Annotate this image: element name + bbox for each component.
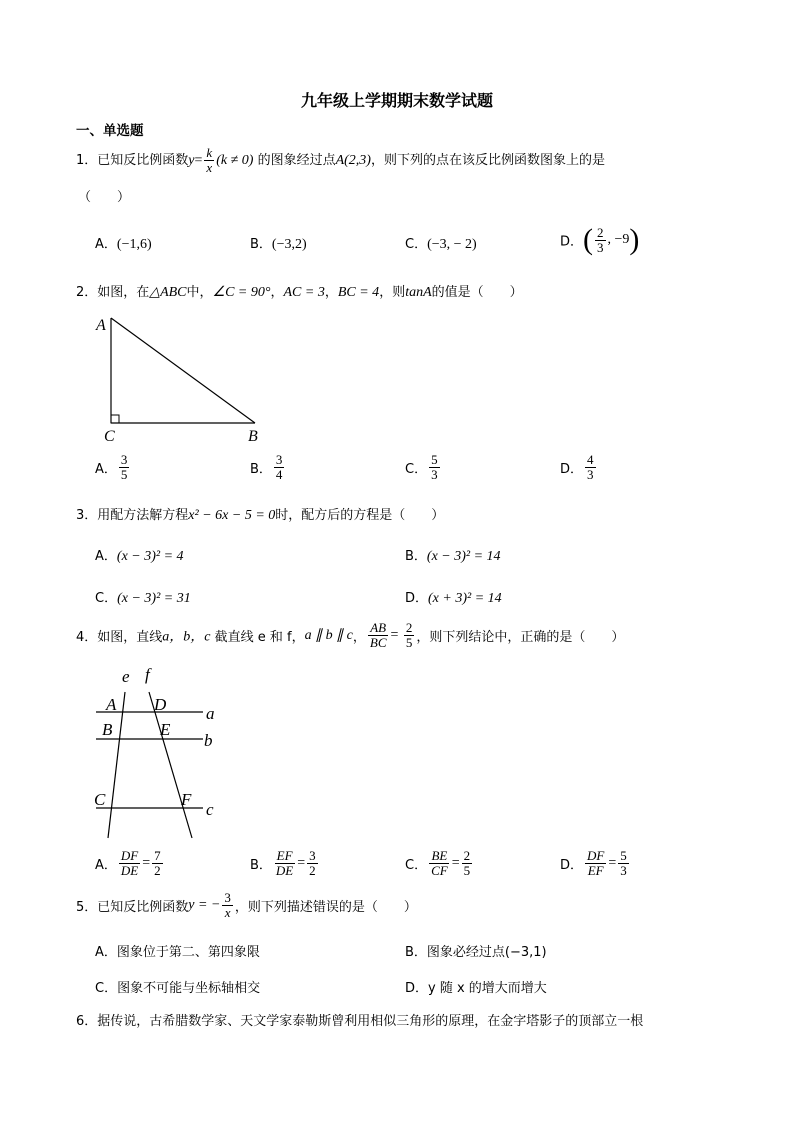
triangle-figure bbox=[90, 310, 280, 450]
option-b[interactable]: B．(x − 3)² = 14 bbox=[405, 549, 501, 564]
question-6-stem: 6．据传说，古希腊数学家、天文学家泰勒斯曾利用相似三角形的原理，在金字塔影子的顶部立一根 bbox=[76, 1014, 644, 1029]
point-label-b: B bbox=[102, 720, 113, 739]
option-a[interactable]: A．图象位于第二、第四象限 bbox=[95, 945, 260, 960]
option-c[interactable]: C．图象不可能与坐标轴相交 bbox=[95, 981, 261, 996]
fraction: $\frac{k}{x}$ bbox=[206, 145, 213, 175]
question-2-stem: 2．如图，在△ABC中，∠C = 90°，AC = 3，BC = 4，则tanA的值是（ ） bbox=[76, 285, 523, 300]
option-d[interactable]: D． $\frac{4}{3}$ bbox=[560, 452, 594, 482]
line-label-e: e bbox=[122, 667, 130, 686]
line-label-a: a bbox=[206, 704, 215, 723]
point-label-e: E bbox=[160, 720, 171, 739]
option-a[interactable]: A． $\frac{3}{5}$ bbox=[95, 452, 128, 482]
option-b[interactable]: B．图象必经过点(−3,1) bbox=[405, 945, 547, 960]
option-b[interactable]: B． $\frac{EF}{DE}$ = $\frac{3}{2}$ bbox=[250, 848, 316, 878]
option-d[interactable]: D． $\frac{DF}{EF}$ = $\frac{5}{3}$ bbox=[560, 848, 627, 878]
option-d[interactable]: D．y 随 x 的增大而增大 bbox=[405, 981, 547, 996]
answer-blank: （ ） bbox=[78, 190, 131, 205]
page-title: 九年级上学期期末数学试题 bbox=[300, 91, 493, 110]
option-a[interactable]: A．(−1,6) bbox=[95, 237, 152, 252]
option-d[interactable]: D．(x + 3)² = 14 bbox=[405, 591, 502, 606]
option-c[interactable]: C． $\frac{5}{3}$ bbox=[405, 452, 438, 482]
question-1-stem: 1．已知反比例函数y= $\frac{k}{x}$ (k ≠ 0) 的图象经过点A(2,3)，则下列的点在该反比例函数图象上的是 bbox=[76, 145, 605, 175]
point-label-c: C bbox=[94, 790, 106, 809]
line-label-f: f bbox=[145, 665, 150, 684]
option-b[interactable]: B．(−3,2) bbox=[250, 237, 307, 252]
question-5-stem: 5．已知反比例函数y = − $\frac{3}{x}$ ，则下列描述错误的是（ ） bbox=[76, 890, 417, 920]
section-heading: 一、单选题 bbox=[76, 123, 144, 139]
parallel-lines-figure bbox=[88, 660, 238, 845]
point-label-d: D bbox=[154, 695, 167, 714]
option-a[interactable]: A． $\frac{DF}{DE}$ = $\frac{7}{2}$ bbox=[95, 848, 161, 878]
question-number: 1． bbox=[76, 153, 98, 168]
option-c[interactable]: C．(x − 3)² = 31 bbox=[95, 591, 191, 606]
question-4-stem: 4．如图，直线a，b，c 截直线 e 和 f，a ∥ b ∥ c， $\frac{AB}{BC}$ = $\frac{2}{5}$ ，则下列结论中，正确的是（ ） bbox=[76, 620, 625, 650]
option-c[interactable]: C．(−3, − 2) bbox=[405, 237, 477, 252]
question-3-stem: 3．用配方法解方程x² − 6x − 5 = 0时，配方后的方程是（ ） bbox=[76, 508, 445, 523]
line-label-c: c bbox=[206, 800, 214, 819]
vertex-label-c: C bbox=[104, 428, 115, 445]
option-d[interactable]: D．( $\frac{2}{3}$ , −9) bbox=[560, 223, 640, 256]
vertex-label-a: A bbox=[96, 317, 106, 334]
point-label-f: F bbox=[181, 790, 192, 809]
option-b[interactable]: B． $\frac{3}{4}$ bbox=[250, 452, 283, 482]
option-a[interactable]: A．(x − 3)² = 4 bbox=[95, 549, 184, 564]
line-label-b: b bbox=[204, 731, 213, 750]
option-c[interactable]: C． $\frac{BE}{CF}$ = $\frac{2}{5}$ bbox=[405, 848, 471, 878]
point-label-a: A bbox=[106, 695, 117, 714]
vertex-label-b: B bbox=[248, 428, 258, 445]
